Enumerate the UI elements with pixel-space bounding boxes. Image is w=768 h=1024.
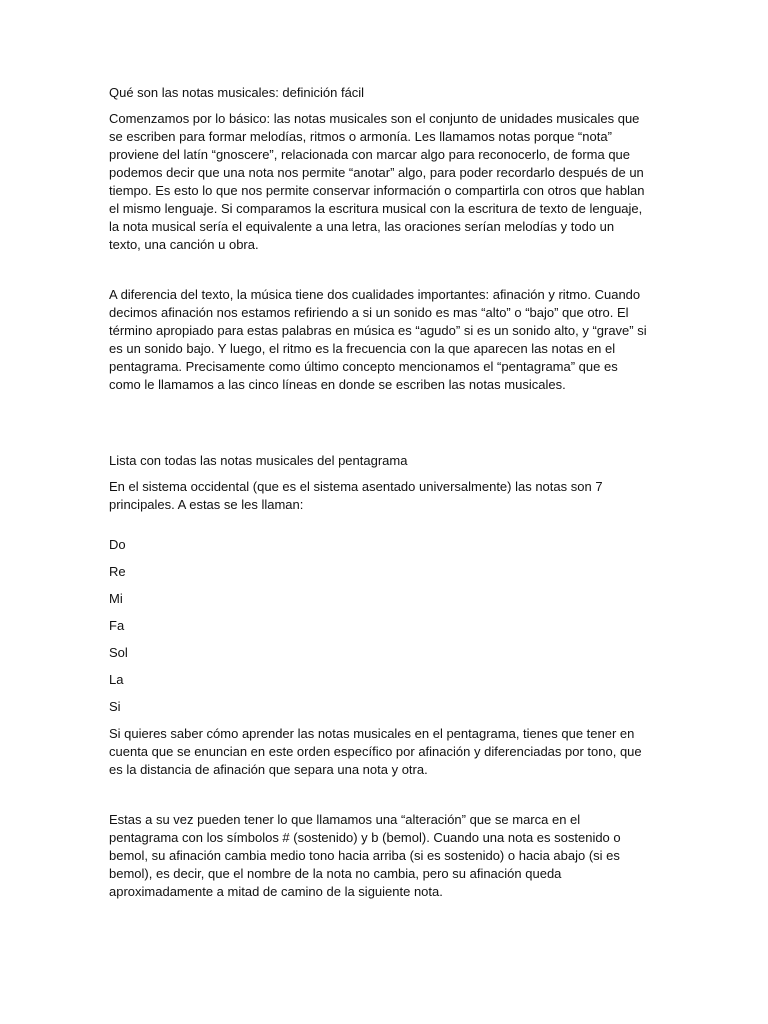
section-title-notes-list: Lista con todas las notas musicales del pentagrama xyxy=(109,453,408,468)
spacer xyxy=(109,779,649,811)
note-item-sol: Sol xyxy=(109,645,128,660)
paragraph-definition: Comenzamos por lo básico: las notas musicales son el conjunto de unidades musicales que se escriben para formar melodías, ritmos o armonía. Les llamamos notas porque “nota” proviene del latín “gnoscere”, relacionada con marcar algo para reconocerlo, de forma que podemos decir que una nota nos permite “anotar” algo, para poder recordarlo después de un tiempo. Es esto lo que nos permite conservar información o compartirla con otros que hablan el mismo lenguaje. Si comparamos la escritura musical con la escritura de texto de lenguaje, la nota musical sería el equivalente a una letra, las oraciones serían melodías y todo un texto, una canción u obra. xyxy=(109,111,645,252)
note-item-la: La xyxy=(109,672,124,687)
document-page xyxy=(109,84,649,901)
spacer xyxy=(109,514,649,536)
note-item-re: Re xyxy=(109,564,126,579)
paragraph-notes-order: Si quieres saber cómo aprender las notas musicales en el pentagrama, tienes que tener en cuenta que se enuncian en este orden específico por afinación y diferenciadas por tono, que es la distancia de afinación que separa una nota y otra. xyxy=(109,726,642,777)
paragraph-alterations: Estas a su vez pueden tener lo que llamamos una “alteración” que se marca en el pentagrama con los símbolos # (sostenido) y b (bemol). Cuando una nota es sostenido o bemol, su afinación cambia medio tono hacia arriba (si es sostenido) o hacia abajo (si es bemol), es decir, que el nombre de la nota no cambia, pero su afinación queda aproximadamente a mitad de camino de la siguiente nota. xyxy=(109,812,621,899)
spacer xyxy=(109,394,649,452)
note-item-si: Si xyxy=(109,699,121,714)
spacer xyxy=(109,254,649,286)
note-item-do: Do xyxy=(109,537,126,552)
paragraph-notes-intro: En el sistema occidental (que es el sistema asentado universalmente) las notas son 7 principales. A estas se les llaman: xyxy=(109,479,603,512)
paragraph-qualities: A diferencia del texto, la música tiene dos cualidades importantes: afinación y ritmo. Cuando decimos afinación nos estamos refiriendo a si un sonido es mas “alto” o “bajo” que otro. El término apropiado para estas palabras en música es “agudo” si es un sonido alto, y “grave” si es un sonido bajo. Y luego, el ritmo es la frecuencia con la que aparecen las notas en el pentagrama. Precisamente como último concepto mencionamos el “pentagrama” que es como le llamamos a las cinco líneas en donde se escriben las notas musicales. xyxy=(109,287,647,392)
note-item-mi: Mi xyxy=(109,591,123,606)
section-title-definition: Qué son las notas musicales: definición fácil xyxy=(109,85,365,100)
notes-list xyxy=(109,536,649,725)
note-item-fa: Fa xyxy=(109,618,125,633)
